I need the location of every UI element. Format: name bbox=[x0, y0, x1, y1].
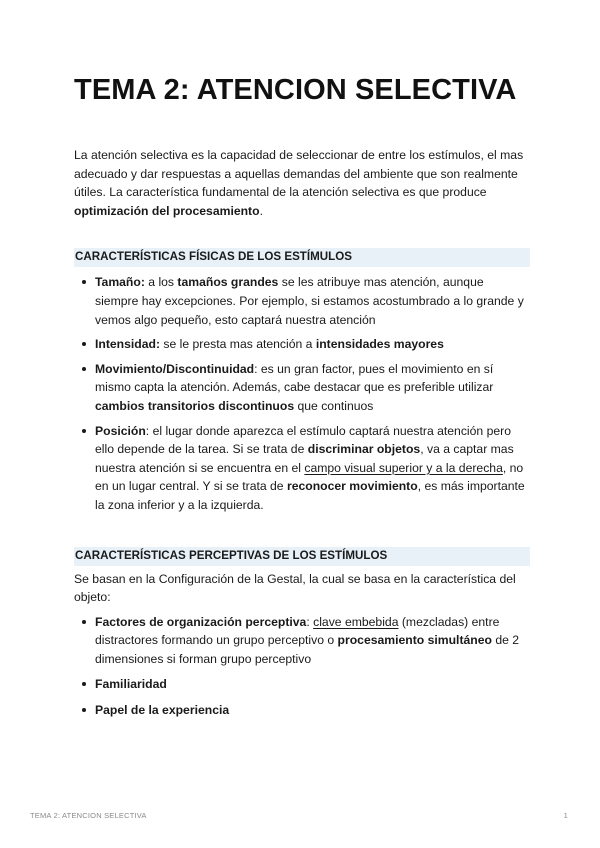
list-item-experience bbox=[74, 701, 530, 720]
item-label: Movimiento/Discontinuidad bbox=[95, 361, 255, 376]
intro-bold: optimización del procesamiento bbox=[74, 203, 260, 218]
item-bold: reconocer movimiento bbox=[286, 479, 418, 494]
item-text: (mezcladas) entre distractores formando un grupo perceptivo o bbox=[95, 614, 500, 648]
item-text: a los bbox=[144, 275, 178, 290]
item-text: , no en un lugar central. Y si se trata de bbox=[95, 460, 524, 494]
item-label: Tamaño: bbox=[95, 275, 145, 290]
item-label: Familiaridad bbox=[95, 677, 167, 692]
item-bold: tamaños grandes bbox=[177, 275, 279, 290]
item-bold: discriminar objetos bbox=[307, 442, 421, 457]
section-heading-physical: CARACTERÍSTICAS FÍSICAS DE LOS ESTÍMULOS bbox=[74, 248, 530, 267]
perceptual-characteristics-list bbox=[74, 613, 530, 720]
intro-text: La atención selectiva es la capacidad de seleccionar de entre los estímulos, el mas adecuado y dar respuestas a aquellas demandas del ambiente que son realmente útiles. La característica fundamental de la atención selectiva es que produce bbox=[74, 148, 524, 200]
intro-end: . bbox=[259, 203, 263, 218]
item-text: : bbox=[306, 614, 314, 629]
list-item-size bbox=[74, 273, 530, 329]
item-underlined: clave embebida bbox=[313, 614, 399, 629]
list-item-intensity bbox=[74, 335, 530, 354]
intro-paragraph bbox=[74, 146, 530, 220]
list-item-movement bbox=[74, 360, 530, 416]
item-text: se le presta mas atención a bbox=[160, 337, 316, 352]
page-number: 1 bbox=[563, 811, 568, 820]
section-heading-perceptual: CARACTERÍSTICAS PERCEPTIVAS DE LOS ESTÍMULOS bbox=[74, 547, 530, 566]
list-item-organization bbox=[74, 613, 530, 669]
item-text: : el lugar donde aparezca el estímulo captará nuestra atención pero ello depende de la tarea. Si se trata de bbox=[95, 423, 511, 457]
item-text: , va a captar mas nuestra atención si se encuentra en el bbox=[95, 442, 514, 475]
item-text: : es un gran factor, pues el movimiento en sí mismo capta la atención. Además, cabe destacar que es preferible utilizar bbox=[95, 361, 494, 395]
item-label: Intensidad: bbox=[95, 337, 161, 352]
item-text: que continuos bbox=[294, 398, 374, 413]
item-text: de 2 dimensiones si forman grupo perceptivo bbox=[95, 633, 520, 666]
item-bold: intensidades mayores bbox=[315, 337, 444, 352]
page-footer bbox=[30, 811, 570, 823]
footer-title: TEMA 2: ATENCION SELECTIVA bbox=[30, 811, 147, 820]
item-underlined: campo visual superior y a la derecha bbox=[304, 460, 503, 475]
list-item-position bbox=[74, 422, 530, 515]
document-page bbox=[74, 72, 530, 727]
item-bold: procesamiento simultáneo bbox=[337, 633, 492, 648]
page-title: TEMA 2: ATENCION SELECTIVA bbox=[74, 74, 517, 106]
physical-characteristics-list bbox=[74, 273, 530, 514]
list-item-familiarity bbox=[74, 675, 530, 694]
item-text: se les atribuye mas atención, aunque siempre hay excepciones. Por ejemplo, si estamos acostumbrado a lo grande y vemos algo pequeño, esto captará nuestra atención bbox=[95, 275, 524, 327]
item-label: Factores de organización perceptiva bbox=[95, 614, 307, 629]
item-label: Posición bbox=[95, 423, 146, 438]
perceptual-paragraph: Se basan en la Configuración de la Gestal, la cual se basa en la característica del objeto: bbox=[74, 571, 516, 605]
item-bold: cambios transitorios discontinuos bbox=[95, 398, 295, 413]
item-text: , es más importante la zona inferior y a la izquierda. bbox=[95, 479, 525, 512]
item-label: Papel de la experiencia bbox=[95, 703, 230, 718]
